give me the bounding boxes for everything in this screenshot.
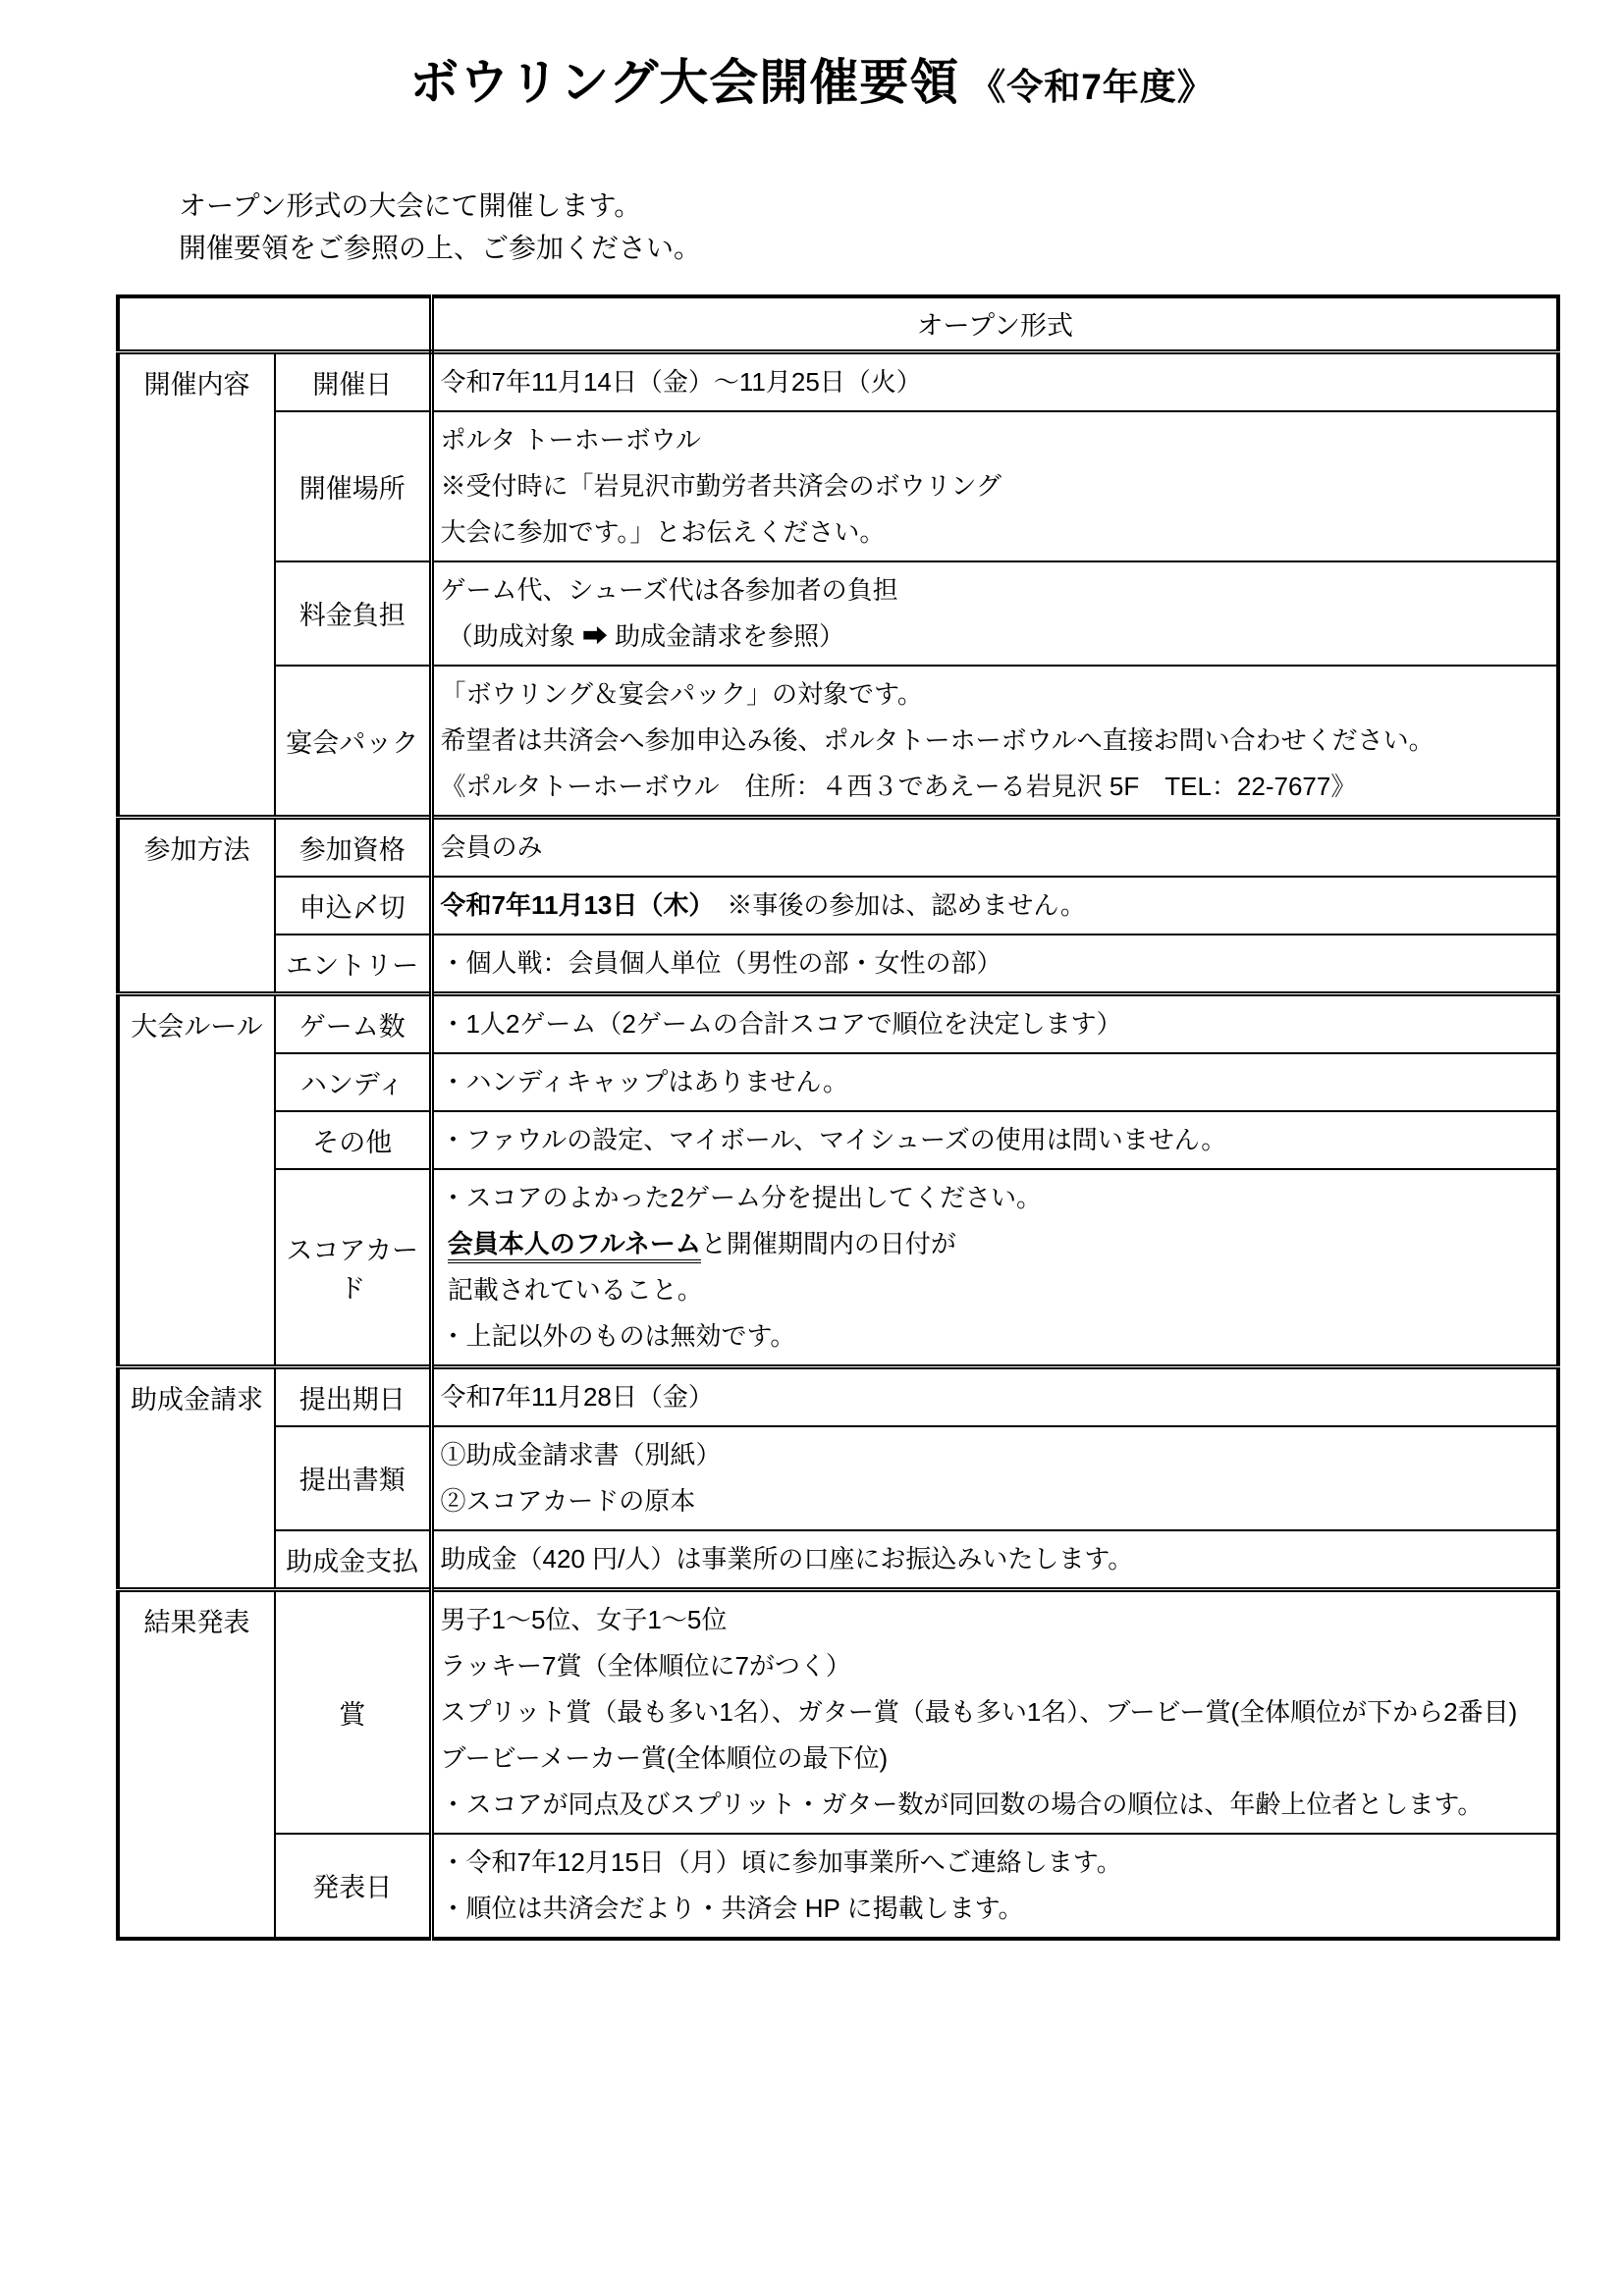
header-spacer-cell bbox=[118, 296, 431, 351]
row-label-cell: 賞 bbox=[275, 1589, 431, 1834]
text-segment: 会員のみ bbox=[440, 831, 543, 862]
text-segment: 《ポルタトーホーボウル 住所：４西３であえーる岩見沢 5F TEL：22-7677》 bbox=[440, 771, 1357, 801]
content-line bbox=[441, 1782, 1550, 1828]
row-content-cell bbox=[431, 1053, 1558, 1111]
text-segment: ・上記以外のものは無効です。 bbox=[440, 1320, 796, 1351]
row-label-cell: エントリー bbox=[275, 934, 431, 994]
table-row bbox=[118, 1053, 1558, 1111]
row-content-cell bbox=[431, 1366, 1558, 1426]
text-segment: ・順位は共済会だより・共済会 HP に掲載します。 bbox=[440, 1893, 1024, 1923]
table-row bbox=[118, 877, 1558, 934]
table-row bbox=[118, 1366, 1558, 1426]
content-line bbox=[441, 1374, 1550, 1420]
content-line bbox=[441, 825, 1550, 871]
text-segment: ①助成金請求書（別紙） bbox=[440, 1439, 722, 1469]
text-segment: 大会に参加です。」とお伝えください。 bbox=[440, 516, 886, 547]
row-content-cell bbox=[431, 1530, 1558, 1590]
content-line bbox=[441, 1221, 1550, 1267]
table-row bbox=[118, 934, 1558, 994]
page-title-main: ボウリング大会開催要領 bbox=[409, 55, 960, 110]
section-label: 結果発表 bbox=[143, 1607, 250, 1637]
row-label-cell: 申込〆切 bbox=[275, 877, 431, 934]
intro-line: オープン形式の大会にて開催します。 bbox=[179, 190, 642, 221]
text-segment: （助成対象 ➡ 助成金請求を参照） bbox=[440, 620, 845, 651]
text-segment: ラッキー7賞（全体順位に7がつく） bbox=[440, 1650, 851, 1681]
page-title bbox=[0, 54, 1624, 116]
text-segment: ・1人2ゲーム（2ゲームの合計スコアで順位を決定します） bbox=[440, 1008, 1122, 1039]
intro-paragraph bbox=[179, 185, 1624, 269]
row-label-cell: 開催日 bbox=[275, 351, 431, 411]
row-label-cell: 開催場所 bbox=[275, 411, 431, 561]
text-segment bbox=[441, 1229, 448, 1258]
text-segment: 「ボウリング＆宴会パック」の対象です。 bbox=[440, 678, 923, 709]
content-line bbox=[441, 671, 1550, 718]
text-segment: 令和7年11月13日（木） bbox=[440, 889, 702, 920]
text-segment: と開催期間内の日付が bbox=[700, 1228, 956, 1258]
row-content-cell bbox=[431, 877, 1558, 934]
content-line bbox=[441, 1001, 1550, 1047]
table-header-row bbox=[118, 296, 1558, 351]
section-label: 助成金請求 bbox=[131, 1384, 263, 1415]
row-content-cell bbox=[431, 1426, 1558, 1530]
content-line bbox=[441, 463, 1550, 509]
table-row bbox=[118, 1111, 1558, 1169]
content-line bbox=[441, 1175, 1550, 1221]
content-line bbox=[441, 882, 1550, 929]
table-row bbox=[118, 351, 1558, 411]
table-row bbox=[118, 1426, 1558, 1530]
open-format-header-cell: オープン形式 bbox=[431, 296, 1558, 351]
text-segment: ブービーメーカー賞(全体順位の最下位) bbox=[440, 1742, 889, 1773]
row-label-cell: 提出書類 bbox=[275, 1426, 431, 1530]
content-line bbox=[441, 614, 1550, 660]
row-content-cell bbox=[431, 1111, 1558, 1169]
section-label-cell bbox=[118, 1589, 275, 1939]
table-row bbox=[118, 561, 1558, 666]
intro-line: 開催要領をご参照の上、ご参加ください。 bbox=[179, 233, 702, 263]
text-segment: ※事後の参加は、認めません。 bbox=[701, 889, 1086, 920]
row-content-cell bbox=[431, 993, 1558, 1053]
text-segment: ・令和7年12月15日（月）頃に参加事業所へご連絡します。 bbox=[440, 1846, 1122, 1877]
content-line bbox=[441, 417, 1550, 463]
content-line bbox=[441, 1313, 1550, 1360]
content-line bbox=[441, 1432, 1550, 1478]
content-line bbox=[441, 1840, 1550, 1886]
section-label-cell bbox=[118, 817, 275, 993]
text-segment: 令和7年11月28日（金） bbox=[440, 1381, 714, 1412]
table-row bbox=[118, 817, 1558, 877]
text-segment: ・ハンディキャップはありません。 bbox=[440, 1066, 848, 1096]
text-segment: ゲーム代、シューズ代は各参加者の負担 bbox=[440, 574, 898, 605]
table-row bbox=[118, 1169, 1558, 1367]
content-line bbox=[441, 1117, 1550, 1163]
text-segment: 会員本人のフルネーム bbox=[448, 1229, 701, 1263]
section-label-cell bbox=[118, 1366, 275, 1589]
table-row bbox=[118, 1530, 1558, 1590]
page-title-year-suffix: 《令和7年度》 bbox=[969, 67, 1215, 107]
section-label: 参加方法 bbox=[143, 834, 250, 865]
content-line bbox=[441, 764, 1550, 810]
row-content-cell bbox=[431, 934, 1558, 994]
table-row bbox=[118, 666, 1558, 818]
row-content-cell bbox=[431, 411, 1558, 561]
row-label-cell: ゲーム数 bbox=[275, 993, 431, 1053]
section-label-cell bbox=[118, 351, 275, 817]
table-row bbox=[118, 411, 1558, 561]
content-line bbox=[441, 1267, 1550, 1313]
text-segment: 記載されていること。 bbox=[440, 1274, 703, 1305]
row-label-cell: 助成金支払 bbox=[275, 1530, 431, 1590]
content-line bbox=[441, 1643, 1550, 1689]
spec-table-body bbox=[118, 296, 1558, 1939]
row-label-cell: 発表日 bbox=[275, 1834, 431, 1939]
row-content-cell bbox=[431, 817, 1558, 877]
content-line bbox=[441, 509, 1550, 556]
row-label-cell: スコアカード bbox=[275, 1169, 431, 1367]
text-segment: ・スコアが同点及びスプリット・ガター数が同回数の場合の順位は、年齢上位者とします。 bbox=[440, 1789, 1484, 1819]
text-segment: 令和7年11月14日（金）～11月25日（火） bbox=[440, 366, 922, 397]
text-segment: 希望者は共済会へ参加申込み後、ポルタトーホーボウルへ直接お問い合わせください。 bbox=[440, 724, 1435, 755]
row-content-cell bbox=[431, 666, 1558, 818]
row-label-cell: 参加資格 bbox=[275, 817, 431, 877]
content-line bbox=[441, 1478, 1550, 1524]
row-label-cell: 料金負担 bbox=[275, 561, 431, 666]
section-label-cell bbox=[118, 993, 275, 1366]
text-segment: ②スコアカードの原本 bbox=[440, 1485, 696, 1516]
content-line bbox=[441, 1059, 1550, 1105]
row-label-cell: ハンディ bbox=[275, 1053, 431, 1111]
row-label-cell: 提出期日 bbox=[275, 1366, 431, 1426]
table-row bbox=[118, 993, 1558, 1053]
row-label-cell: その他 bbox=[275, 1111, 431, 1169]
text-segment: ・スコアのよかった2ゲーム分を提出してください。 bbox=[440, 1182, 1042, 1212]
section-label: 開催内容 bbox=[143, 369, 250, 400]
row-label-cell: 宴会パック bbox=[275, 666, 431, 818]
row-content-cell bbox=[431, 1589, 1558, 1834]
content-line bbox=[441, 1689, 1550, 1735]
content-line bbox=[441, 1536, 1550, 1582]
text-segment: ・個人戦：会員個人単位（男性の部・女性の部） bbox=[440, 947, 1002, 978]
text-segment: 助成金（420 円/人）は事業所の口座にお振込みいたします。 bbox=[440, 1543, 1134, 1574]
text-segment: ポルタ トーホーボウル bbox=[440, 424, 701, 454]
row-content-cell bbox=[431, 1834, 1558, 1939]
content-line bbox=[441, 1597, 1550, 1643]
text-segment: スプリット賞（最も多い1名）、ガター賞（最も多い1名）、ブービー賞(全体順位が下から2番目) bbox=[440, 1696, 1518, 1727]
content-line bbox=[441, 718, 1550, 764]
text-segment: 男子1～5位、女子1～5位 bbox=[440, 1604, 728, 1634]
content-line bbox=[441, 359, 1550, 405]
row-content-cell bbox=[431, 351, 1558, 411]
spec-table bbox=[116, 294, 1560, 1941]
section-label: 大会ルール bbox=[131, 1011, 263, 1041]
row-content-cell bbox=[431, 561, 1558, 666]
content-line bbox=[441, 567, 1550, 614]
content-line bbox=[441, 1735, 1550, 1782]
content-line bbox=[441, 940, 1550, 987]
table-row bbox=[118, 1834, 1558, 1939]
table-row bbox=[118, 1589, 1558, 1834]
row-content-cell bbox=[431, 1169, 1558, 1367]
text-segment: ・ファウルの設定、マイボール、マイシューズの使用は問いません。 bbox=[440, 1124, 1227, 1154]
text-segment: ※受付時に「岩見沢市勤労者共済会のボウリング bbox=[440, 470, 1001, 501]
content-line bbox=[441, 1886, 1550, 1932]
